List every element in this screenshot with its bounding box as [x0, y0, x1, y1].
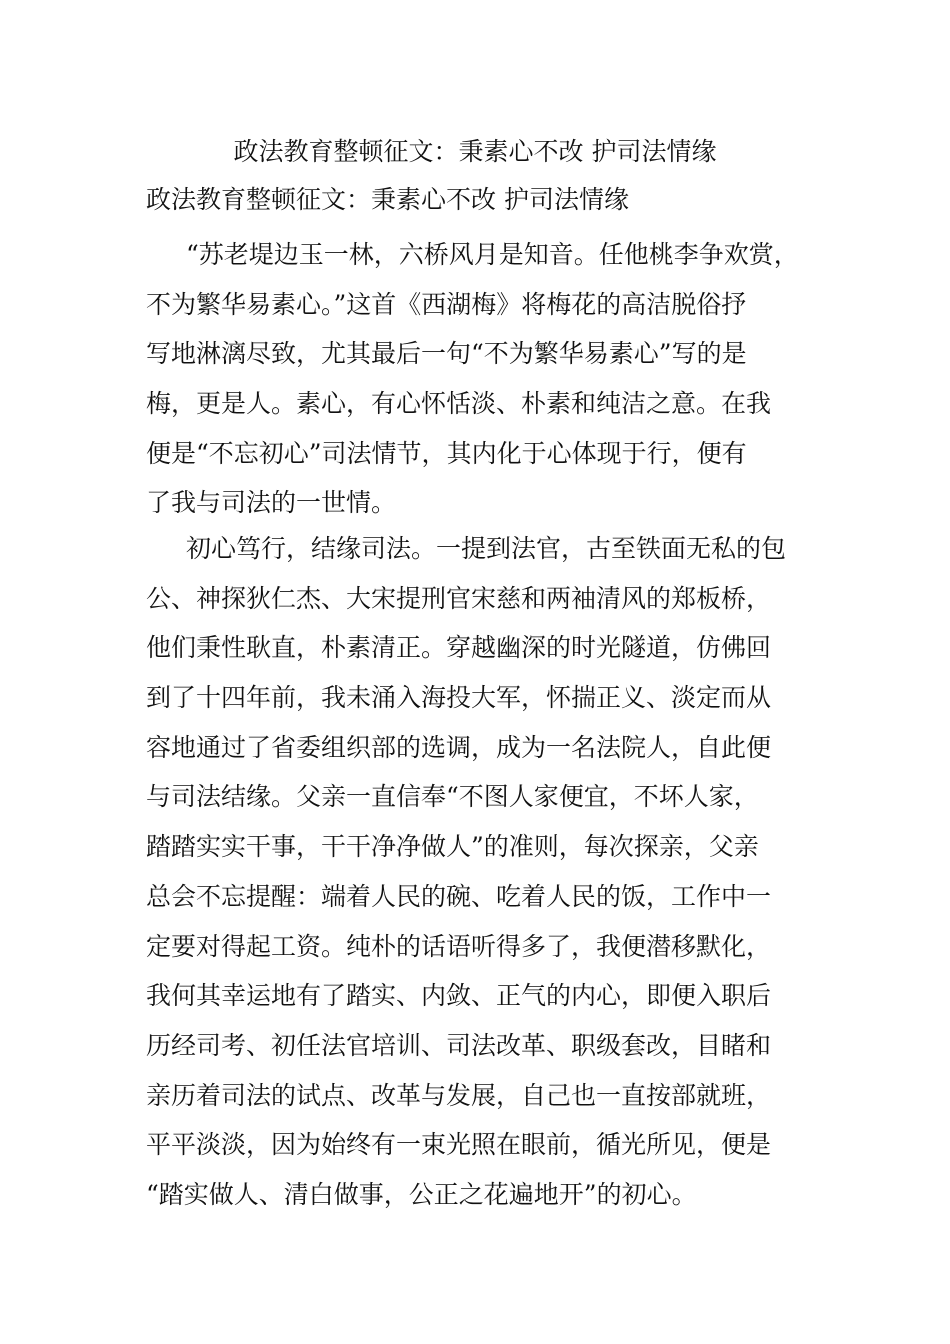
paragraph-line: 了我与司法的一世情。	[146, 488, 397, 518]
paragraph-line: 便是“不忘初心”司法情节，其内化于心体现于行，便有	[146, 438, 747, 468]
document-heading: 政法教育整顿征文：秉素心不改 护司法情缘	[146, 185, 629, 214]
paragraph-line: 亲历着司法的试点、改革与发展，自己也一直按部就班，	[146, 1080, 772, 1110]
paragraph-line: 公、神探狄仁杰、大宋提刑官宋慈和两袖清风的郑板桥，	[146, 583, 772, 613]
paragraph-line: 他们秉性耿直，朴素清正。穿越幽深的时光隧道，仿佛回	[146, 633, 772, 663]
paragraph-line: “苏老堤边玉一林，六桥风月是知音。任他桃李争欢赏，	[186, 240, 799, 269]
paragraph-line: 总会不忘提醒：端着人民的碗、吃着人民的饭，工作中一	[146, 881, 772, 911]
paragraph-line: 踏踏实实干事，干干净净做人”的准则，每次探亲，父亲	[146, 832, 759, 862]
paragraph-1	[146, 230, 826, 528]
document-title: 政法教育整顿征文：秉素心不改 护司法情缘	[233, 137, 717, 166]
paragraph-line: 不为繁华易素心。”这首《西湖梅》将梅花的高洁脱俗抒	[146, 289, 747, 319]
paragraph-line: 历经司考、初任法官培训、司法改革、职级套改，目睹和	[146, 1030, 772, 1060]
paragraph-line: 与司法结缘。父亲一直信奉“不图人家便宜，不坏人家，	[146, 782, 759, 812]
paragraph-line: 定要对得起工资。纯朴的话语听得多了，我便潜移默化，	[146, 931, 772, 961]
paragraph-line: 平平淡淡，因为始终有一束光照在眼前，循光所见，便是	[146, 1130, 772, 1160]
paragraph-line: 初心笃行，结缘司法。一提到法官，古至铁面无私的包	[186, 534, 787, 563]
paragraph-line: 到了十四年前，我未涌入海投大军，怀揣正义、淡定而从	[146, 683, 772, 713]
paragraph-line: 写地淋漓尽致，尤其最后一句“不为繁华易素心”写的是	[146, 339, 747, 369]
paragraph-line: 梅，更是人。素心，有心怀恬淡、朴素和纯洁之意。在我	[146, 389, 772, 419]
paragraph-line: 容地通过了省委组织部的选调，成为一名法院人，自此便	[146, 732, 772, 762]
paragraph-line: “踏实做人、清白做事，公正之花遍地开”的初心。	[146, 1179, 697, 1209]
paragraph-line: 我何其幸运地有了踏实、内敛、正气的内心，即便入职后	[146, 981, 772, 1011]
paragraph-2	[146, 524, 826, 1220]
